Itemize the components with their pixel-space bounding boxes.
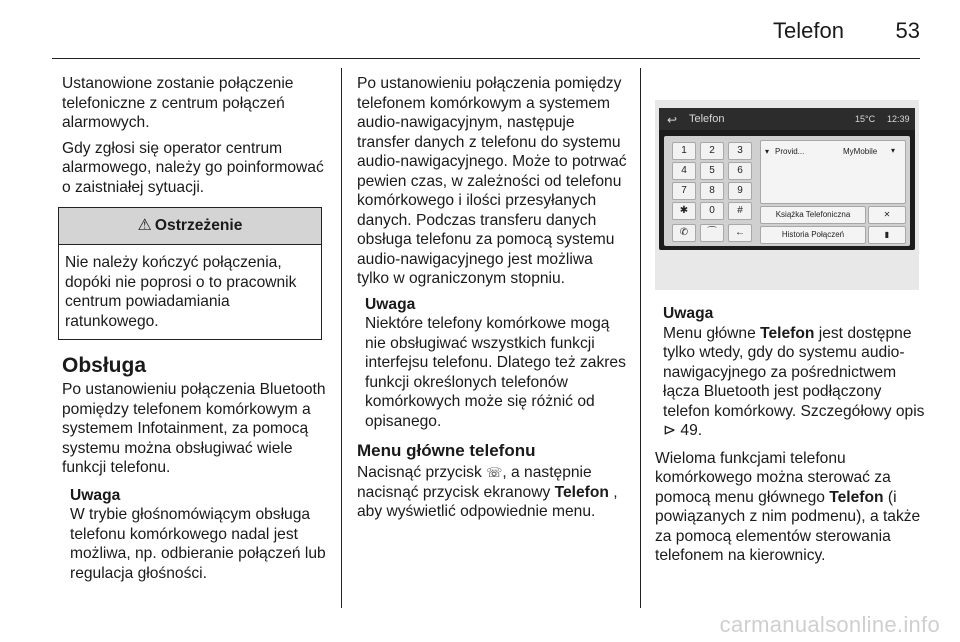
paragraph bbox=[357, 463, 627, 522]
keypad-key[interactable]: 4 bbox=[672, 162, 696, 180]
column-divider-1 bbox=[341, 68, 342, 608]
keypad-key[interactable]: 0 bbox=[700, 202, 724, 220]
paragraph bbox=[655, 449, 925, 566]
keypad-key[interactable]: 3 bbox=[728, 142, 752, 160]
warning-title: Ostrzeżenie bbox=[154, 217, 243, 235]
warning-box bbox=[58, 207, 322, 340]
paragraph: Ustanowione zostanie połączenie telefoniczne z centrum połączeń alarmowych. bbox=[62, 75, 294, 131]
text-run: Nacisnąć przycisk bbox=[357, 464, 487, 481]
keypad-key[interactable]: 5 bbox=[700, 162, 724, 180]
screen-top-bar bbox=[659, 108, 915, 130]
section-title: Obsługa bbox=[62, 354, 147, 377]
note-title: Uwaga bbox=[663, 305, 714, 322]
watermark-logo: carmanualsonline.info bbox=[719, 612, 940, 637]
header-divider bbox=[52, 58, 920, 59]
hang-up-icon[interactable]: ⌒ bbox=[700, 224, 724, 242]
infotainment-screen bbox=[659, 108, 915, 250]
back-icon[interactable]: ↩ bbox=[667, 113, 678, 127]
screen-content bbox=[664, 136, 910, 246]
phone-icon: ☏ bbox=[486, 465, 503, 480]
page-header bbox=[0, 0, 960, 60]
page-reference[interactable]: 49. bbox=[676, 422, 703, 439]
text-run: jest dostępne tylko wtedy, gdy do systemu audio-nawigacyjnego za pośrednictwem łącza Bluetooth jest podłączony telefon komórkowy. Szczegółowy opis bbox=[663, 324, 925, 420]
text-run: , aby wyświetlić odpowiednie menu. bbox=[357, 483, 618, 520]
text-run: Wieloma funkcjami telefonu komórkowego można sterować za pomocą menu głównego bbox=[655, 449, 891, 506]
text-run: , a następnie nacisnąć przycisk ekranowy bbox=[357, 464, 592, 501]
text-run: Menu główne bbox=[663, 324, 761, 342]
keypad-key[interactable]: 6 bbox=[728, 162, 752, 180]
section-title: Menu główne telefonu bbox=[357, 441, 536, 460]
telefon-label: Telefon bbox=[554, 483, 609, 501]
column-2 bbox=[357, 74, 627, 528]
note-box bbox=[365, 295, 627, 432]
keypad-key[interactable]: 1 bbox=[672, 142, 696, 160]
call-history-button[interactable]: Historia Połączeń bbox=[760, 226, 866, 244]
note-box bbox=[663, 304, 925, 441]
note-title: Uwaga bbox=[70, 486, 121, 504]
keypad-key[interactable]: 8 bbox=[700, 182, 724, 200]
phone-name: MyMobile bbox=[843, 147, 878, 156]
warning-icon: ⚠ bbox=[137, 217, 152, 235]
note-text: Niektóre telefony komórkowe mogą nie obsługiwać wszystkich funkcji interfejsu telefonu. Dlatego też zakres funkcji określonych telefonów komórkowych może się różnić od opisanego. bbox=[365, 315, 626, 430]
paragraph: Po ustanowieniu połączenia pomiędzy telefonem komórkowym a systemem audio-nawigacyjnym, następuje transfer danych z telefonu do systemu audio-nawigacyjnego. Może to potrwać pewien czas, w zależności od telefonu komórkowego i ilości przesyłanych danych. Podczas transferu danych obsługa telefonu za pomocą systemu audio-nawigacyjnego jest możliwa tylko w ograniczonym stopniu. bbox=[357, 75, 627, 287]
note-title: Uwaga bbox=[365, 295, 416, 313]
keypad-key[interactable]: 7 bbox=[672, 182, 696, 200]
contacts-button[interactable]: Książka Telefoniczna bbox=[760, 206, 866, 224]
page-number: 53 bbox=[895, 18, 920, 43]
signal-icon: ▾ bbox=[765, 147, 770, 156]
telefon-label: Telefon bbox=[829, 488, 884, 506]
delete-icon[interactable]: ← bbox=[728, 224, 752, 242]
chapter-title: Telefon bbox=[773, 18, 844, 43]
keypad-key[interactable]: 2 bbox=[700, 142, 724, 160]
screen-title: Telefon bbox=[689, 113, 725, 125]
note-text: W trybie głośnomówiącym obsługa telefonu komórkowego nadal jest możliwa, np. odbieranie połączeń lub regulacja głośności. bbox=[70, 506, 326, 582]
warning-header bbox=[59, 208, 321, 245]
provider-name: Provid... bbox=[775, 147, 805, 156]
column-1 bbox=[62, 74, 330, 583]
column-3 bbox=[655, 304, 925, 572]
keypad-key[interactable]: # bbox=[728, 202, 752, 220]
signal-icon: ▾ bbox=[891, 146, 896, 155]
note-box bbox=[70, 486, 330, 584]
volume-icon[interactable]: ▮ bbox=[868, 226, 906, 244]
phone-screen-figure bbox=[655, 100, 919, 290]
phone-info-panel bbox=[760, 140, 906, 204]
keypad-key[interactable]: 9 bbox=[728, 182, 752, 200]
paragraph: Gdy zgłosi się operator centrum alarmowego, należy go poinformować o zaistniałej sytuacji. bbox=[62, 139, 324, 196]
mute-mic-icon[interactable]: ✕ bbox=[868, 206, 906, 224]
text-run: (i powiązanych z nim podmenu), a także za pomocą elementów sterowania telefonem na kierownicy. bbox=[655, 488, 921, 564]
keypad-key[interactable]: ✱ bbox=[672, 202, 696, 220]
warning-text: Nie należy kończyć połączenia, dopóki nie poprosi o to pracownik centrum powiadamiania ratunkowego. bbox=[65, 254, 297, 330]
temperature: 15°C bbox=[855, 114, 876, 124]
note-text bbox=[663, 325, 924, 440]
telefon-label: Telefon bbox=[760, 324, 815, 342]
reference-icon: ⊳ bbox=[663, 422, 677, 439]
call-icon[interactable]: ✆ bbox=[672, 224, 696, 242]
column-divider-2 bbox=[640, 68, 641, 608]
paragraph: Po ustanowieniu połączenia Bluetooth pomiędzy telefonem komórkowym a systemem Infotainment, za pomocą systemu można obsługiwać wiele funkcji telefonu. bbox=[62, 381, 326, 476]
clock: 12:39 bbox=[887, 114, 910, 124]
